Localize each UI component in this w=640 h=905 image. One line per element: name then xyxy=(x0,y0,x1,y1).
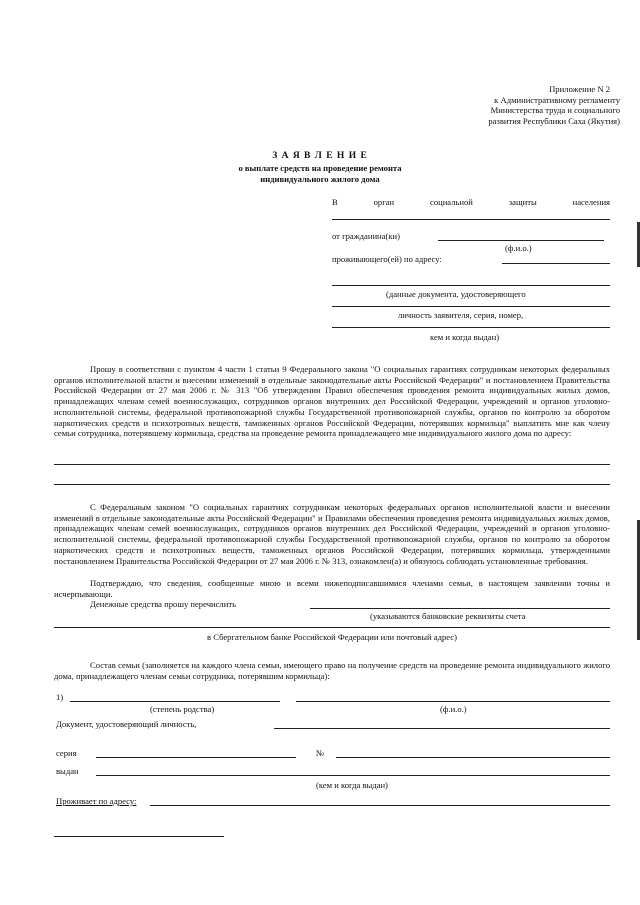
family-fio-caption: (ф.и.о.) xyxy=(440,704,467,714)
acknowledgement-paragraph: С Федеральным законом "О социальных гарантиях сотрудникам некоторых федеральных органов исполнительной власти и внесении изменений в отдельные законодательные акты Российской Федерации" и Правилами обеспечения проведения ремонта индивидуальных жилых домов, принадлежащих членам семей военнослужащих, сотрудников органов внутренних дел Российской Федерации, учреждений и органов уголовно-исполнительной системы, федеральной противопожарной службы Государственной противопожарной службы, органов по контролю за оборотом наркотических средств и психотропных веществ, таможенных органов Российской Федерации, потерявших кормильца, утвержденными постановлением Правительства Российской Федерации от 27 мая 2006 г. № 313, ознакомлен(а) и обязуюсь соблюдать установленные требования. xyxy=(54,502,610,566)
addressee-word-organ: орган xyxy=(373,197,395,207)
doc-caption-2: личность заявителя, серия, номер, xyxy=(398,310,524,320)
appendix-block xyxy=(440,84,620,127)
id-doc-field[interactable] xyxy=(274,728,610,729)
doc-caption-1: (данные документа, удостоверяющего xyxy=(386,289,526,299)
appendix-line-2: к Административному регламенту xyxy=(494,94,620,105)
confirmation-paragraph: Подтверждаю, что сведения, сообщенные мною и всеми нижеподписавшимися членами семьи, в настоящем заявлении точны и исчерпывающи. xyxy=(54,578,610,599)
from-citizen-field[interactable] xyxy=(438,240,604,241)
addressee-word-social: социальной xyxy=(430,197,473,207)
issued-field[interactable] xyxy=(96,775,610,776)
number-label: № xyxy=(316,748,325,758)
series-label: серия xyxy=(56,748,77,758)
addressee-row xyxy=(332,197,610,208)
lives-at-label: Проживает по адресу: xyxy=(56,796,137,806)
applicant-fio-caption: (ф.и.о.) xyxy=(505,243,532,253)
family-fio-field[interactable] xyxy=(296,701,610,702)
addressee-word-population: населения xyxy=(572,197,610,207)
title-subtitle-2: индивидуального жилого дома xyxy=(260,173,380,184)
relation-field[interactable] xyxy=(70,701,280,702)
request-paragraph: Прошу в соответствии с пунктом 4 части 1 статьи 9 Федерального закона "О социальных гарантиях сотрудникам некоторых федеральных органов исполнительной власти и внесении изменений в отдельные законодательные акты Российской Федерации" и постановлением Правительства Российской Федерации от 27 мая 2006 г. № 313 "Об утверждении Правил обеспечения проведения ремонта индивидуальных жилых домов, принадлежащих членам семей военнослужащих, сотрудников органов внутренних дел Российской Федерации, учреждений и органов уголовно-исполнительной системы, федеральной противопожарной службы Государственной противопожарной службы, органов по контролю за оборотом наркотических средств и психотропных веществ, таможенных органов Российской Федерации, потерявших кормильца" выплатить мне как члену семьи сотрудника, потерявшему кормильца, средства на проведение ремонта принадлежащего мне индивидуального жилого дома по адресу: xyxy=(54,364,610,439)
appendix-line-3: Министерства труда и социального xyxy=(490,105,620,116)
relation-caption: (степень родства) xyxy=(150,704,215,714)
issued-label: выдан xyxy=(56,766,79,776)
title-subtitle-1: о выплате средств на проведение ремонта xyxy=(238,162,402,173)
title-heading: З А Я В Л Е Н И Е xyxy=(272,151,368,161)
transfer-label: Денежные средства прошу перечислить xyxy=(90,599,236,609)
transfer-field[interactable] xyxy=(310,608,610,609)
bank-field[interactable] xyxy=(54,627,610,628)
residing-label: проживающего(ей) по адресу: xyxy=(332,254,442,264)
family-paragraph: Состав семьи (заполняется на каждого члена семьи, имеющего право на получение средств на проведение ремонта индивидуального жилого дома, принадлежащего членам семьи сотрудника, потерявшим кормильца): xyxy=(54,660,610,681)
address-field-2[interactable] xyxy=(332,285,610,286)
doc-field-2[interactable] xyxy=(332,327,610,328)
appendix-line-4: развития Республики Саха (Якутия) xyxy=(488,116,620,127)
series-field[interactable] xyxy=(96,757,296,758)
house-address-field-2[interactable] xyxy=(54,484,610,485)
id-doc-label: Документ, удостоверяющий личность, xyxy=(56,719,197,729)
from-citizen-label: от гражданина(ки) xyxy=(332,231,400,241)
addressee-word-protection: защиты xyxy=(508,197,537,207)
family-member-number: 1) xyxy=(56,692,64,702)
addressee-line-1[interactable] xyxy=(332,219,610,220)
bank-caption-2: в Сбергательном банке Российской Федерации или почтовый адрес) xyxy=(207,632,457,642)
residing-field[interactable] xyxy=(502,263,610,264)
number-field[interactable] xyxy=(336,757,610,758)
extra-line[interactable] xyxy=(54,836,224,837)
bank-caption: (указываются банковские реквизиты счета xyxy=(370,611,526,621)
appendix-line-1: Приложение N 2 xyxy=(549,84,610,94)
issued-caption: (кем и когда выдан) xyxy=(316,780,388,790)
house-address-field-1[interactable] xyxy=(54,464,610,465)
lives-at-field[interactable] xyxy=(150,805,610,806)
document-title xyxy=(200,151,440,184)
addressee-word-v: В xyxy=(332,197,338,207)
doc-caption-3: кем и когда выдан) xyxy=(430,332,500,342)
doc-field-1[interactable] xyxy=(332,306,610,307)
